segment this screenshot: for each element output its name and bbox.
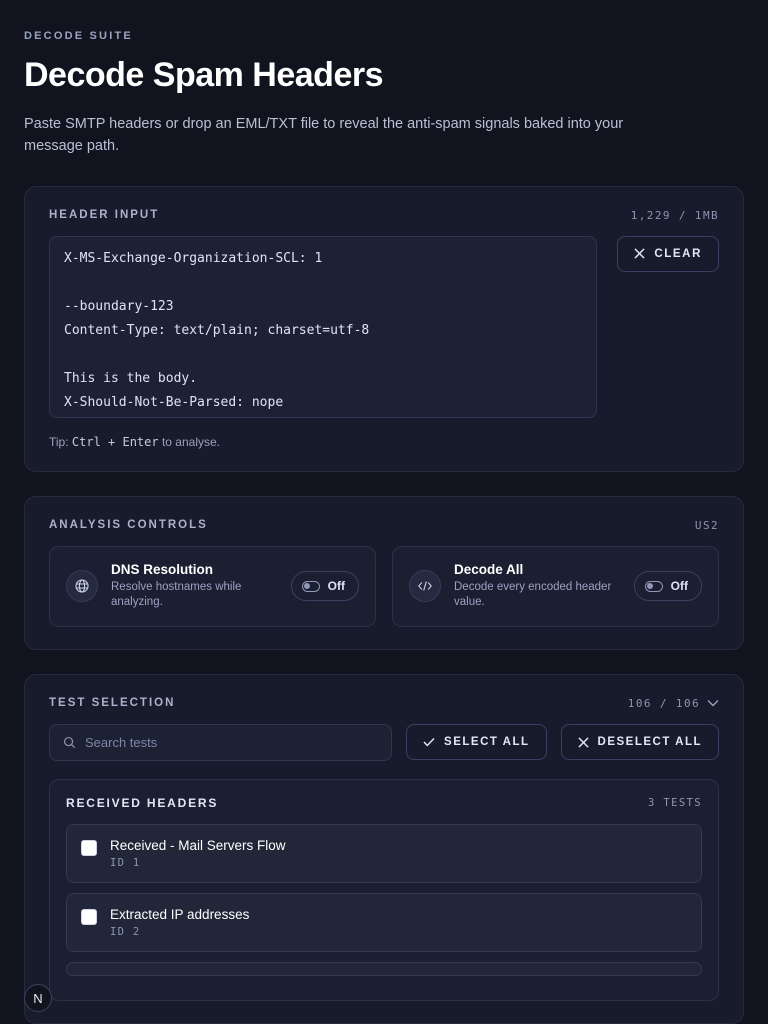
search-icon: [63, 736, 76, 749]
toggle-off-icon: [645, 581, 663, 592]
control-dns-desc: Resolve hostnames while analyzing.: [111, 580, 242, 609]
select-bar: [49, 724, 719, 761]
clear-button[interactable]: [617, 236, 719, 272]
corner-badge[interactable]: N: [24, 984, 52, 1012]
test-group-title: RECEIVED HEADERS: [66, 795, 219, 810]
test-checkbox[interactable]: [81, 909, 97, 925]
test-selection-card: [24, 674, 744, 1024]
control-decode-desc: Decode every encoded header value.: [454, 580, 612, 609]
test-name: Extracted IP addresses: [110, 906, 250, 922]
toggle-decode-label: Off: [670, 579, 688, 594]
test-row[interactable]: [66, 893, 702, 952]
control-decode-text: [454, 562, 621, 611]
input-tip: [49, 435, 719, 449]
eyebrow-label: DECODE SUITE: [24, 30, 133, 42]
analysis-controls-meta: US2: [694, 518, 719, 532]
control-decode-all: [392, 546, 719, 627]
test-row[interactable]: [66, 962, 702, 976]
check-icon: [423, 737, 435, 747]
controls-grid: [49, 546, 719, 627]
toggle-decode-all[interactable]: [634, 571, 702, 601]
test-group-received-headers: [49, 779, 719, 1001]
toggle-dns-resolution[interactable]: [291, 571, 359, 601]
close-icon: [634, 248, 645, 259]
code-icon: [409, 570, 441, 602]
test-row-text: [110, 838, 286, 869]
globe-icon: [66, 570, 98, 602]
test-id: ID 1: [110, 856, 141, 869]
test-count-wrap[interactable]: [628, 697, 719, 710]
search-box[interactable]: [49, 724, 392, 761]
tip-suffix: to analyse.: [161, 434, 220, 449]
control-dns-title: DNS Resolution: [111, 561, 214, 577]
test-id: ID 2: [110, 925, 141, 938]
header-input-head: [49, 209, 719, 222]
test-checkbox[interactable]: [81, 840, 97, 856]
page-title: Decode Spam Headers: [24, 56, 383, 94]
search-input[interactable]: [85, 735, 378, 750]
deselect-all-label: DESELECT ALL: [597, 736, 702, 749]
select-all-button[interactable]: [406, 724, 547, 760]
test-selection-head: [49, 697, 719, 710]
control-decode-title: Decode All: [454, 561, 524, 577]
test-group-head: [66, 796, 702, 810]
analysis-controls-head: [49, 519, 719, 532]
control-dns-resolution: [49, 546, 376, 627]
toggle-off-icon: [302, 581, 320, 592]
test-name: Received - Mail Servers Flow: [110, 837, 286, 853]
test-selection-count: 106 / 106: [627, 696, 700, 710]
test-group-count: 3 TESTS: [647, 796, 702, 809]
test-selection-label: TEST SELECTION: [49, 697, 176, 710]
headers-textarea[interactable]: [49, 236, 597, 418]
page-subtitle: Paste SMTP headers or drop an EML/TXT file to reveal the anti-spam signals baked into your message path.: [24, 116, 624, 155]
test-row-text: [110, 907, 249, 938]
control-dns-text: [111, 562, 278, 611]
textarea-wrap: [49, 236, 601, 423]
close-icon: [578, 737, 589, 748]
analysis-controls-card: [24, 496, 744, 650]
tip-shortcut: Ctrl + Enter: [71, 434, 159, 449]
tip-prefix: Tip:: [49, 434, 69, 449]
char-counter: 1,229 / 1MB: [630, 208, 719, 222]
header-input-card: [24, 186, 744, 472]
analysis-controls-label: ANALYSIS CONTROLS: [49, 519, 208, 532]
chevron-down-icon[interactable]: [707, 699, 719, 707]
deselect-all-button[interactable]: [561, 724, 719, 760]
header-input-label: HEADER INPUT: [49, 209, 160, 222]
toggle-dns-label: Off: [327, 579, 345, 594]
select-all-label: SELECT ALL: [444, 736, 530, 749]
header-input-row: [49, 236, 719, 423]
test-row[interactable]: [66, 824, 702, 883]
clear-button-label: CLEAR: [654, 247, 702, 260]
